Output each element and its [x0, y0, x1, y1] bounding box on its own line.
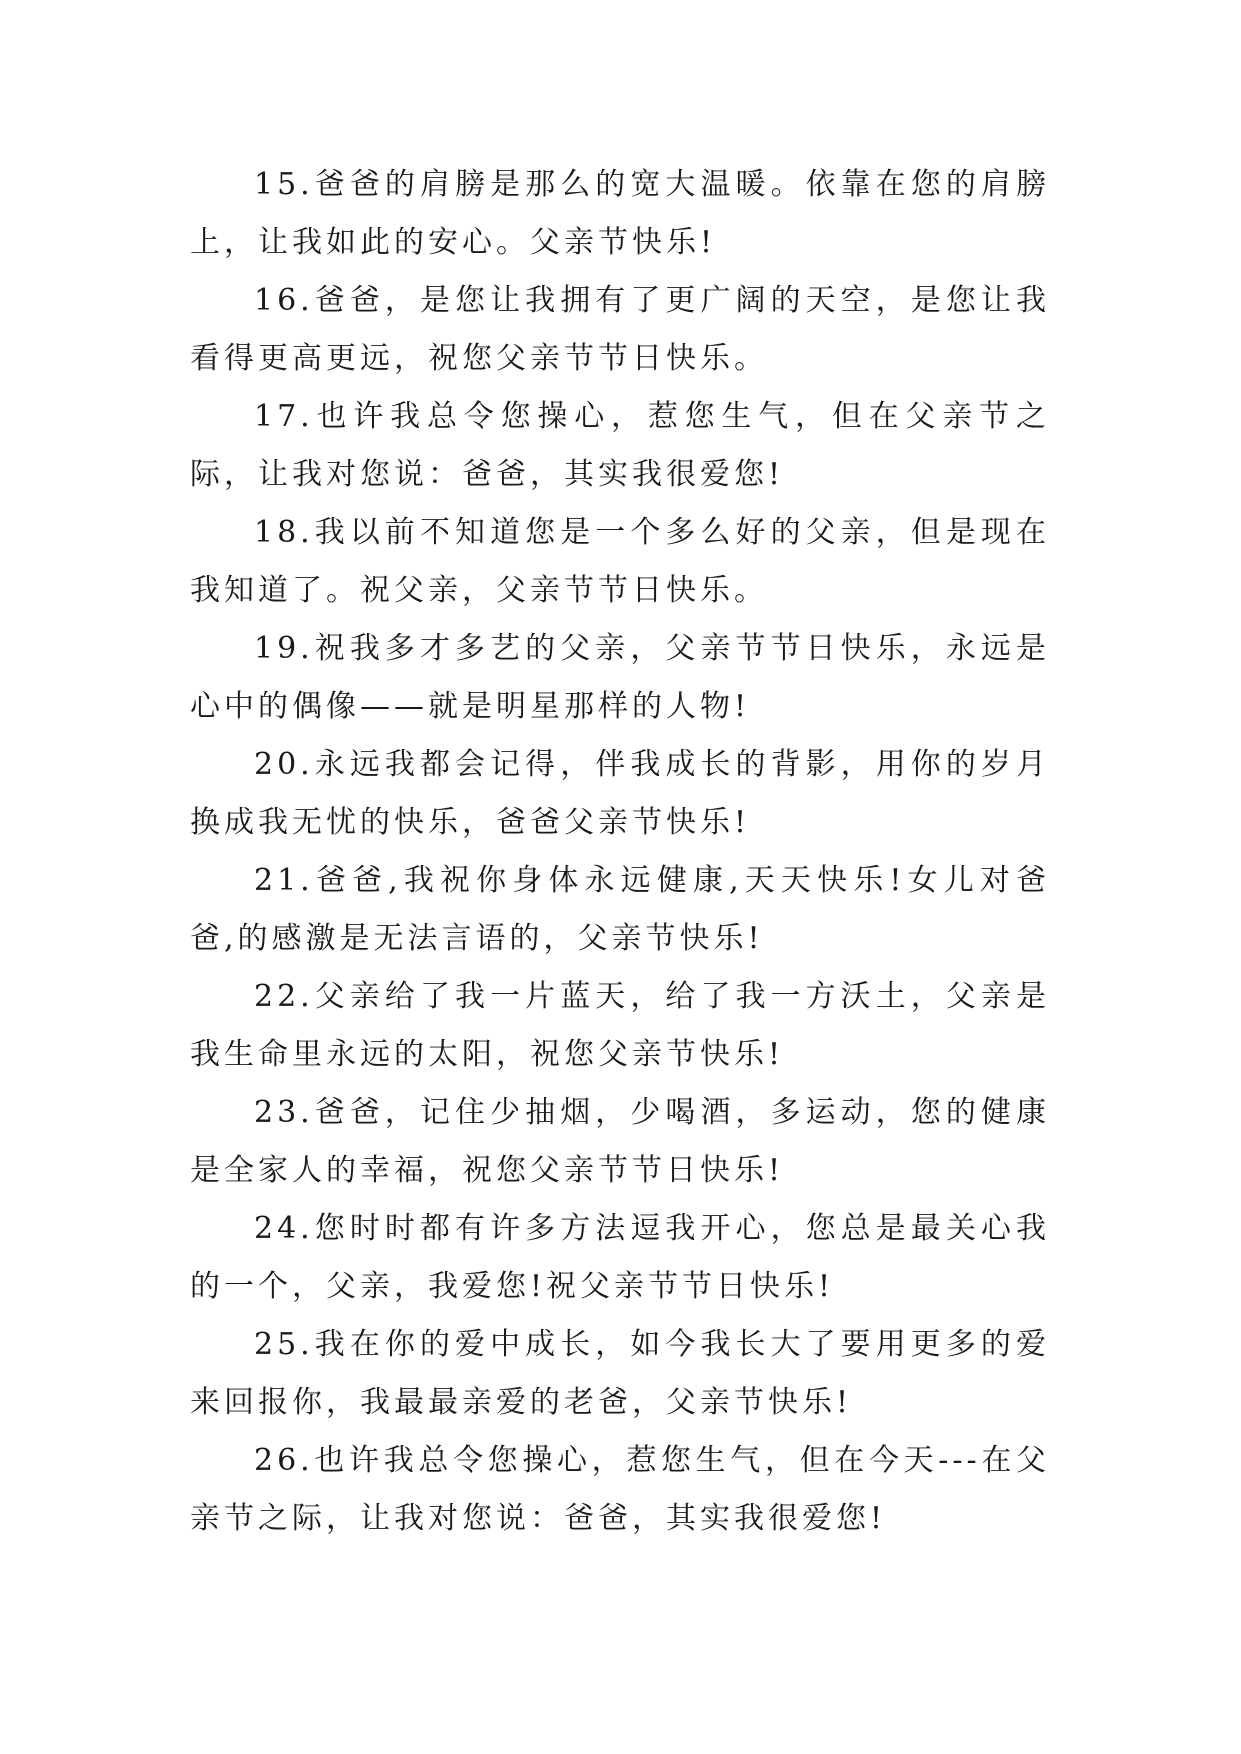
- paragraph-19: 19.祝我多才多艺的父亲，父亲节节日快乐，永远是心中的偶像——就是明星那样的人物!: [190, 631, 1050, 724]
- paragraph-16: 16.爸爸，是您让我拥有了更广阔的天空，是您让我看得更高更远，祝您父亲节节日快乐。: [190, 283, 1050, 376]
- paragraph-24: 24.您时时都有许多方法逗我开心，您总是最关心我的一个，父亲，我爱您!祝父亲节节日快乐!: [190, 1211, 1050, 1304]
- paragraph-25: 25.我在你的爱中成长，如今我长大了要用更多的爱来回报你，我最最亲爱的老爸，父亲节快乐!: [190, 1327, 1050, 1420]
- paragraph-17: 17.也许我总令您操心，惹您生气，但在父亲节之际，让我对您说：爸爸，其实我很爱您!: [190, 399, 1050, 492]
- document-body: [190, 156, 1050, 1548]
- paragraph-26: 26.也许我总令您操心，惹您生气，但在今天---在父亲节之际，让我对您说：爸爸，其实我很爱您!: [190, 1443, 1050, 1536]
- paragraph-18: 18.我以前不知道您是一个多么好的父亲，但是现在我知道了。祝父亲，父亲节节日快乐。: [190, 515, 1050, 608]
- paragraph-20: 20.永远我都会记得，伴我成长的背影，用你的岁月换成我无忧的快乐，爸爸父亲节快乐!: [190, 747, 1050, 840]
- paragraph-15: 15.爸爸的肩膀是那么的宽大温暖。依靠在您的肩膀上，让我如此的安心。父亲节快乐!: [190, 167, 1050, 260]
- paragraph-22: 22.父亲给了我一片蓝天，给了我一方沃土，父亲是我生命里永远的太阳，祝您父亲节快乐!: [190, 979, 1050, 1072]
- paragraph-23: 23.爸爸，记住少抽烟，少喝酒，多运动，您的健康是全家人的幸福，祝您父亲节节日快乐!: [190, 1095, 1050, 1188]
- paragraph-21: 21.爸爸,我祝你身体永远健康,天天快乐!女儿对爸爸,的感激是无法言语的，父亲节快乐!: [190, 863, 1050, 956]
